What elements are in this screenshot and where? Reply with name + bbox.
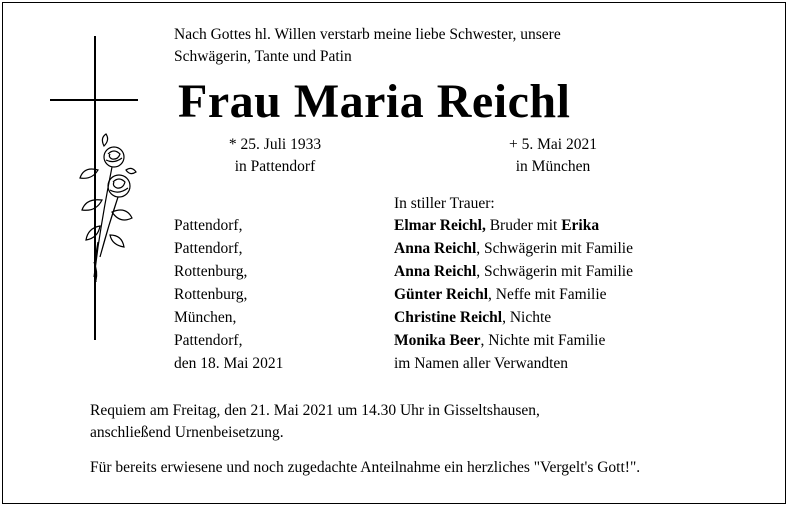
- mourner-name: Anna Reichl: [394, 240, 477, 257]
- mourner-name: Christine Reichl: [394, 309, 503, 326]
- mourner-relation: , Schwägerin mit Familie: [476, 263, 633, 280]
- mourner-name-2: Erika: [561, 217, 600, 234]
- mourner-name: Elmar Reichl,: [394, 217, 486, 234]
- deceased-name: Frau Maria Reichl: [178, 75, 571, 128]
- mourning-heading: In stiller Trauer:: [394, 195, 495, 212]
- intro-line-1: Nach Gottes hl. Willen verstarb meine liebe Schwester, unsere: [174, 26, 561, 43]
- birth-date: * 25. Juli 1933: [228, 136, 322, 153]
- notice-date: den 18. Mai 2021: [174, 355, 284, 372]
- mourner-name: Monika Beer: [394, 332, 481, 349]
- mourner-place: Rottenburg,: [174, 286, 248, 303]
- mourner-entry: [394, 284, 607, 306]
- requiem-line-1: Requiem am Freitag, den 21. Mai 2021 um 14.30 Uhr in Gisseltshausen,: [90, 402, 540, 419]
- birth-place: in Pattendorf: [234, 158, 316, 175]
- mourner-place: Rottenburg,: [174, 263, 248, 280]
- thanks-line: Für bereits erwiesene und noch zugedachte Anteilnahme ein herzliches "Vergelt's Gott!".: [90, 459, 641, 476]
- mourner-relation: Bruder mit: [485, 217, 562, 234]
- mourner-place: Pattendorf,: [174, 332, 243, 349]
- mourner-relation: , Neffe mit Familie: [488, 286, 607, 303]
- mourner-entry: [394, 330, 605, 352]
- requiem-line-2: anschließend Urnenbeisetzung.: [90, 424, 284, 441]
- mourner-name: Günter Reichl: [394, 286, 488, 303]
- mourner-relation: , Nichte: [502, 309, 552, 326]
- mourner-entry: [394, 215, 599, 237]
- mourner-entry: [394, 261, 633, 283]
- mourner-entry: [394, 307, 551, 329]
- mourner-place: München,: [174, 309, 237, 326]
- death-place: in München: [515, 158, 591, 175]
- mourner-place: Pattendorf,: [174, 217, 243, 234]
- relatives-line: im Namen aller Verwandten: [394, 355, 569, 372]
- cross-with-roses-icon: [40, 30, 150, 350]
- mourner-place: Pattendorf,: [174, 240, 243, 257]
- mourner-entry: [394, 238, 633, 260]
- intro-line-2: Schwägerin, Tante und Patin: [174, 48, 352, 65]
- mourner-relation: , Nichte mit Familie: [480, 332, 606, 349]
- death-date: + 5. Mai 2021: [509, 136, 597, 153]
- mourner-name: Anna Reichl: [394, 263, 477, 280]
- mourner-relation: , Schwägerin mit Familie: [476, 240, 633, 257]
